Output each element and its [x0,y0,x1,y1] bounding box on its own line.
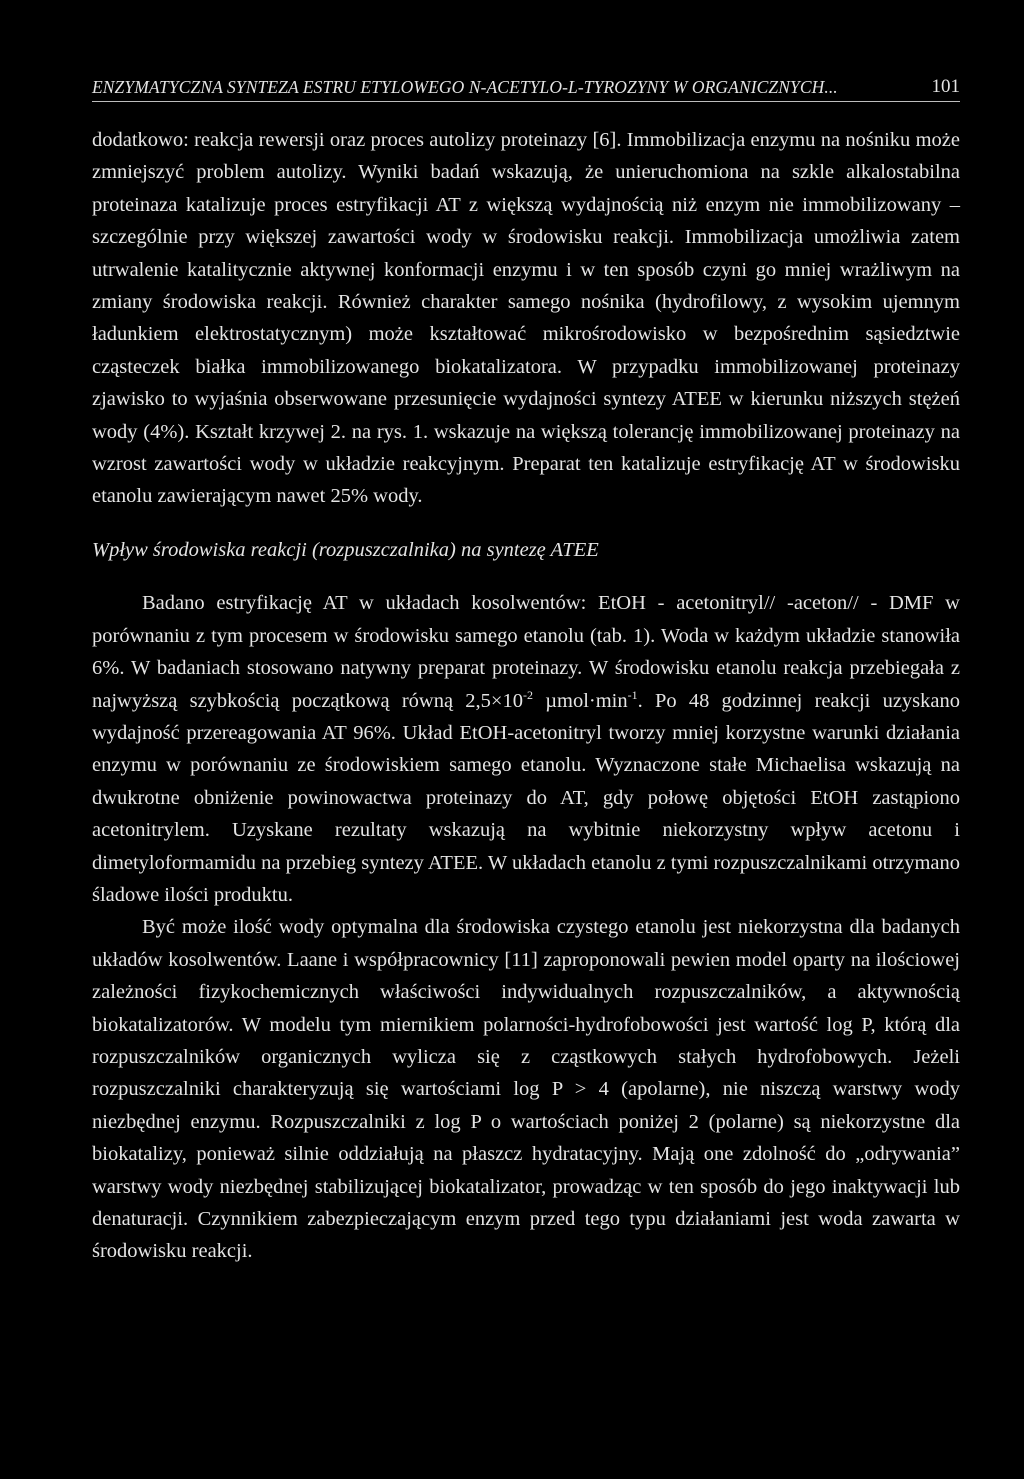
exponent-rate: -2 [522,687,533,702]
paragraph-cosolvents-text-2: . Po 48 godzinnej reakcji uzyskano wydajność przereagowania AT 96%. Układ EtOH-acetonitryl tworzy mniej korzystne warunki działania enzymu w porównaniu ze środowiskiem samego etanolu. Wyznaczone stałe Michaelisa wskazują na dwukrotne obniżenie powinowactwa proteinazy do AT, gdy połowę objętości EtOH zastąpiono acetonitrylem. Uzyskane rezultaty wskazują na wybitnie niekorzystny wpływ acetonu i dimetyloformamidu na przebieg syntezy ATEE. W układach etanolu z tymi rozpuszczalnikami otrzymano śladowe ilości produktu. [92,689,960,906]
paragraph-logp-model: Być może ilość wody optymalna dla środowiska czystego etanolu jest niekorzystna dla badanych układów kosolwentów. Laane i współpracownicy [11] zaproponowali pewien model oparty na ilościowej zależności fizykochemicznych właściwości indywidualnych rozpuszczalników, a aktywnością biokatalizatorów. W modelu tym miernikiem polarności-hydrofobowości jest wartość log P, którą dla rozpuszczalników organicznych wylicza się z cząstkowych stałych hydrofobowych. Jeżeli rozpuszczalniki charakteryzują się wartościami log P > 4 (apolarne), nie niszczą warstwy wody niezbędnej enzymu. Rozpuszczalniki z log P o wartościach poniżej 2 (polarne) są niekorzystne dla biokatalizy, ponieważ silnie oddziałują na płaszcz hydratacyjny. Mają one zdolność do „odrywania” warstwy wody niezbędnej stabilizującej biokatalizator, prowadząc w ten sposób do jego inaktywacji lub denaturacji. Czynnikiem zabezpieczającym enzym przed tego typu działaniami jest woda zawarta w środowisku reakcji. [92,916,960,1263]
page-number: 101 [931,76,960,97]
paragraph-cosolvents [92,587,960,911]
paragraph-cosolvents-text-1: Badano estryfikację AT w układach kosolwentów: EtOH - acetonitryl// -aceton// - DMF w porównaniu z tym procesem w środowisku samego etanolu (tab. 1). Woda w każdym układzie stanowiła 6%. W badaniach stosowano natywny preparat proteinazy. W środowisku etanolu reakcja przebiegała z najwyższą szybkością początkową równą 2,5×10 [92,592,960,712]
document-page [92,76,960,1268]
paragraph-autolysis: dodatkowo: reakcja rewersji oraz proces autolizy proteinazy [6]. Immobilizacja enzymu na nośniku może zmniejszyć problem autolizy. Wyniki badań wskazują, że unieruchomiona na szkle alkalostabilna proteinaza katalizuje proces estryfikacji AT z większą wydajnością niż enzym nie immobilizowany – szczególnie przy większej zawartości wody w środowisku reakcji. Immobilizacja umożliwia zatem utrwalenie katalitycznie aktywnej konformacji enzymu i w ten sposób czyni go mniej wrażliwym na zmiany środowiska reakcji. Również charakter samego nośnika (hydrofilowy, z wysokim ujemnym ładunkiem elektrostatycznym) może kształtować mikrośrodowisko w bezpośrednim sąsiedztwie cząsteczek białka immobilizowanego biokatalizatora. W przypadku immobilizowanej proteinazy zjawisko to wyjaśnia obserwowane przesunięcie wydajności syntezy ATEE w kierunku niższych stężeń wody (4%). Kształt krzywej 2. na rys. 1. wskazuje na większą tolerancję immobilizowanej proteinazy na wzrost zawartości wody w układzie reakcyjnym. Preparat ten katalizuje estryfikację AT w środowisku etanolu zawierającym nawet 25% wody. [92,129,960,508]
section-heading: Wpływ środowiska reakcji (rozpuszczalnika) na syntezę ATEE [92,538,599,561]
paragraph-cosolvents-unit: µmol·min [532,689,628,712]
body-text [92,124,960,1268]
running-title: ENZYMATYCZNA SYNTEZA ESTRU ETYLOWEGO N-ACETYLO-L-TYROZYNY W ORGANICZNYCH... [92,77,838,97]
exponent-unit: -1 [627,687,638,702]
running-header [92,76,960,102]
